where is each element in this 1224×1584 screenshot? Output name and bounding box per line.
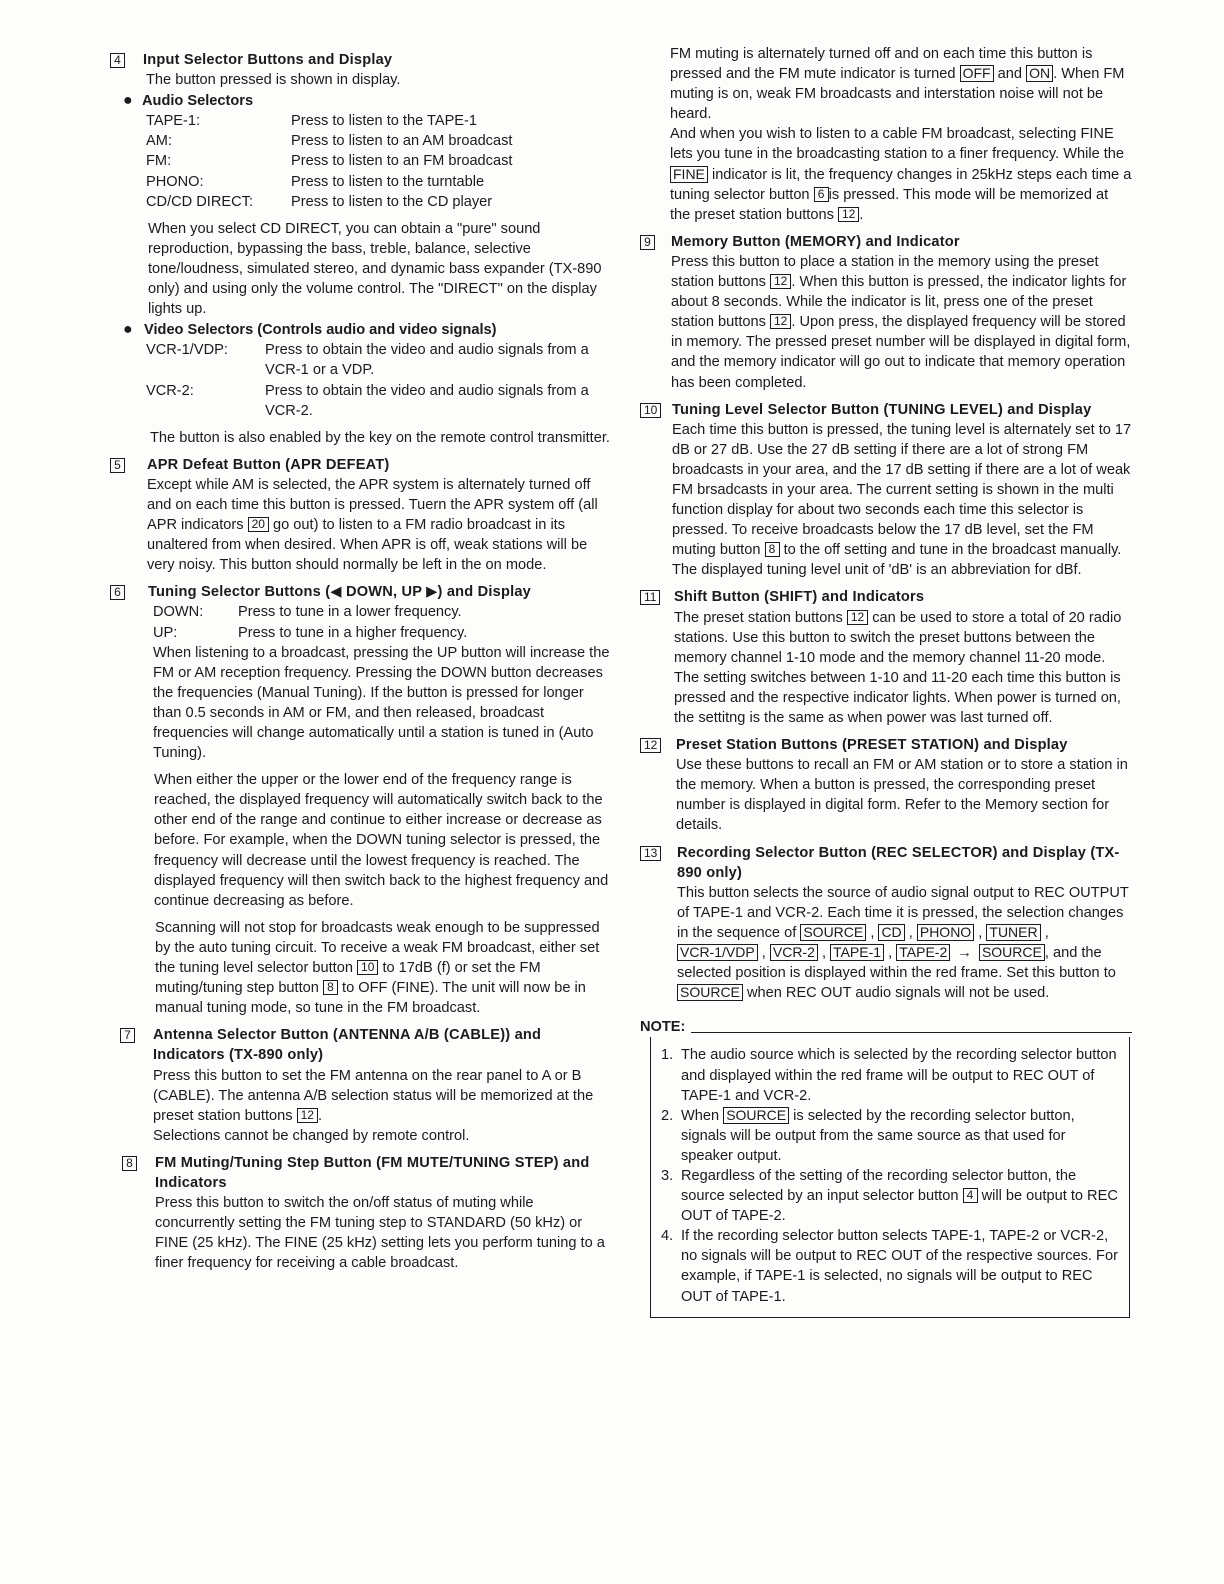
sub-title: Video Selectors (Controls audio and video signals)	[144, 322, 497, 339]
bullet-icon: ●	[123, 321, 133, 339]
section-number: 4	[110, 53, 125, 68]
remote-note: The button is also enabled by the key on the remote control transmitter.	[150, 429, 610, 446]
label-box: OFF	[960, 65, 994, 82]
section-title: Antenna Selector Button (ANTENNA A/B (CABLE)) and Indicators (TX-890 only)	[153, 1027, 542, 1064]
section-text: Except while AM is selected, the APR system is alternately turned off and on each time this button is pressed. Tuern the APR system off (all APR indicators 20 go out) to listen to a FM radio broadcast in its unaltered from when desired. When APR is off, weak stations will be very noisy. This button should normally be left in the on mode.	[147, 476, 598, 574]
section-title: Input Selector Buttons and Display	[143, 52, 393, 68]
section-title: Tuning Level Selector Button (TUNING LEVEL) and Display	[672, 401, 1092, 418]
cd-direct-note: When you select CD DIRECT, you can obtain a "pure" sound reproduction, bypassing the bass, treble, balance, selective tone/loudness, simulated stereo, and dynamic bass expander (TX-890 only) and using only the volume control. The "DIRECT" on the display lights up.	[148, 220, 602, 318]
note-box	[650, 1037, 1130, 1317]
section-title: FM Muting/Tuning Step Button (FM MUTE/TUNING STEP) and Indicators	[155, 1154, 590, 1191]
arrow-right-icon: →	[957, 945, 972, 962]
divider	[691, 1032, 1132, 1033]
section-text: When either the upper or the lower end of the frequency range is reached, the displayed frequency will automatically switch back to the other end of the range and continue to either increase or decrease as before. For example, when the DOWN tuning selector is pressed, the frequency will decrease until the lowest frequency is reached. The displayed frequency will then switch back to the highest frequency and continue decreasing as before.	[154, 772, 609, 909]
label-box: SOURCE	[723, 1107, 789, 1124]
ref-box: 8	[765, 542, 780, 557]
section-number: 12	[640, 738, 661, 753]
section-number: 11	[640, 590, 660, 605]
label-box: TAPE-1	[830, 944, 884, 961]
section-text: Use these buttons to recall an FM or AM station or to store a station in the memory. When a button is pressed, the corresponding preset number is displayed in digital form. Refer to the Memory section for details.	[676, 757, 1128, 834]
section-fm-muting	[110, 1153, 610, 1274]
ref-box: 8	[323, 980, 338, 995]
label-box: TUNER	[986, 924, 1040, 941]
section-number: 8	[122, 1156, 137, 1171]
section-text: Press this button to switch the on/off status of muting while concurrently setting the FM tuning step to STANDARD (50 kHz) or FINE (25 kHz). The FINE (25 kHz) setting lets you perform tuning to a finer frequency for receiving a cable broadcast.	[155, 1195, 605, 1272]
section-title: APR Defeat Button (APR DEFEAT)	[147, 456, 390, 473]
label-box: TAPE-2	[896, 944, 950, 961]
section-text: When listening to a broadcast, pressing the UP button will increase the FM or AM reception frequency. Pressing the DOWN button decreases the frequencies (Manual Tuning). If the button is pressed for longer than 0.5 seconds in AM or FM, and then released, broadcast frequencies will change automatically until a station is tuned in (Auto Tuning).	[153, 644, 610, 762]
section-title: Preset Station Buttons (PRESET STATION) and Display	[676, 737, 1068, 754]
list-item: DOWN: Press to tune in a lower frequency.	[153, 604, 462, 621]
section-number: 7	[120, 1028, 135, 1043]
section-text: This button selects the source of audio signal output to REC OUTPUT of TAPE-1 and VCR-2. Each time it is pressed, the selection changes in the sequence of SOURCE , CD , PHONO , TUNER , VCR-1/VDP , VCR-2 , TAPE-1 , TAPE-2 → SOURCE , and the selected position is displayed within the red frame. Set this button to SOURCE when REC OUT audio signals will not be used.	[677, 884, 1129, 1002]
section-number: 9	[640, 235, 655, 250]
list-item: VCR-2: Press to obtain the video and audio signals from a VCR-2.	[146, 382, 589, 419]
list-item: FM: Press to listen to an FM broadcast	[146, 153, 513, 170]
section-text: Each time this button is pressed, the tuning level is alternately set to 17 dB or 27 dB. Use the 27 dB setting if there are a lot of strong FM broadcasts in your area, and the 17 dB setting if there are a lot of weak FM brsadcasts in your area. The current setting is shown in the multi function display for about two seconds each time this selector is pressed. To receive broadcasts below the 17 dB level, set the FM muting button 8 to the off setting and tune in the broadcast manually. The displayed tuning level unit of 'dB' is an abbreviation for dBf.	[672, 421, 1132, 579]
section-intro: The button pressed is shown in display.	[146, 72, 401, 89]
sub-title: Audio Selectors	[142, 93, 254, 110]
section-title: Tuning Selector Buttons (◀ DOWN, UP ▶) and Display	[148, 584, 531, 601]
label-box: CD	[878, 924, 904, 941]
label-box: FINE	[670, 166, 708, 183]
section-number: 6	[110, 585, 125, 600]
section-apr-defeat	[110, 455, 610, 576]
section-tuning-level	[640, 400, 1132, 581]
list-item: UP: Press to tune in a higher frequency.	[153, 624, 468, 641]
left-column	[110, 44, 610, 1280]
section-text: Selections cannot be changed by remote control.	[153, 1127, 470, 1144]
section-text: Press this button to set the FM antenna on the rear panel to A or B (CABLE). The antenna A/B selection status will be memorized at the preset station buttons 12 .	[153, 1067, 594, 1124]
ref-box: 12	[770, 274, 791, 289]
section-tuning-selector	[110, 582, 610, 1018]
section-text: Press this button to place a station in the memory using the preset station buttons 12 . When this button is pressed, the indicator lights for about 8 seconds. While the indicator is lit, press one of the preset station buttons 12 . Upon press, the displayed frequency will be stored in memory. The pressed preset number will be displayed in digital form, and the memory indicator will go out to indicate that memory operation has been completed.	[671, 253, 1131, 391]
section-memory	[640, 232, 1132, 393]
bullet-icon: ●	[123, 92, 133, 110]
section-input-selector	[110, 50, 610, 448]
section-title: Memory Button (MEMORY) and Indicator	[671, 233, 960, 250]
section-number: 13	[640, 846, 661, 861]
ref-box: 12	[838, 207, 859, 222]
label-box: PHONO	[917, 924, 974, 941]
ref-box: 20	[248, 517, 269, 532]
ref-box: 12	[297, 1108, 318, 1123]
note-item: 3. Regardless of the setting of the recording selector button, the source selected by an input selector button 4 will be output to REC OUT of TAPE-2.	[661, 1167, 1118, 1225]
ref-box: 4	[963, 1188, 978, 1203]
section-number: 10	[640, 403, 661, 418]
note-label: NOTE:	[640, 1019, 686, 1036]
note-item: 4. If the recording selector button selects TAPE-1, TAPE-2 or VCR-2, no signals will be output to REC OUT of the respective sources. For example, if TAPE-1 is selected, no signals will be output to REC OUT of TAPE-1.	[661, 1228, 1118, 1305]
label-box: VCR-2	[770, 944, 818, 961]
section-text: Scanning will not stop for broadcasts weak enough to be suppressed by the auto tuning circuit. To receive a weak FM broadcast, either set the tuning level selector button 10 to 17dB (f) or set the FM muting/tuning step button 8 to OFF (FINE). The unit will now be in manual tuning mode, so tune in the FM broadcast.	[155, 919, 600, 1017]
ref-box: 12	[847, 610, 868, 625]
section-antenna-selector	[110, 1025, 610, 1146]
section-text: The preset station buttons 12 can be used to store a total of 20 radio stations. Use this button to switch the preset buttons between the memory channel 1-10 mode and the memory channel 11-20 mode. The setting switches between 1-10 and 11-20 each time this button is pressed and the respective indicator lights. When power is turned on, the settitng is the same as when power was last turned off.	[674, 609, 1122, 726]
audio-selector-list	[146, 111, 610, 211]
section-number: 5	[110, 458, 125, 473]
right-column	[640, 44, 1132, 1318]
note-item: 1. The audio source which is selected by the recording selector button and displayed within the red frame will be output to REC OUT of TAPE-1 and VCR-2.	[661, 1047, 1117, 1104]
video-selectors	[110, 320, 610, 340]
fm-muting-continued: FM muting is alternately turned off and on each time this button is pressed and the FM mute indicator is turned OFF and ON . When FM muting is on, weak FM broadcasts and interstation noise will not be heard. And when you wish to listen to a cable FM broadcast, selecting FINE lets you tune in the broadcasting station to a finer frequency. While the FINE indicator is lit, the frequency changes in 25kHz steps each time a tuning selector button 6 is pressed. This mode will be memorized at the preset station buttons 12 .	[670, 46, 1132, 223]
section-rec-selector	[640, 843, 1132, 1004]
label-box: VCR-1/VDP	[677, 944, 758, 961]
list-item: TAPE-1: Press to listen to the TAPE-1	[146, 113, 478, 130]
audio-selectors	[110, 91, 610, 111]
ref-box: 12	[770, 314, 791, 329]
tuning-direction-list	[153, 602, 610, 642]
list-item: CD/CD DIRECT: Press to listen to the CD player	[146, 193, 493, 210]
label-box: SOURCE	[677, 984, 743, 1001]
list-item: PHONO: Press to listen to the turntable	[146, 173, 485, 190]
label-box: ON	[1026, 65, 1053, 82]
ref-box: 10	[357, 960, 378, 975]
list-item: AM: Press to listen to an AM broadcast	[146, 133, 513, 150]
section-preset-station	[640, 735, 1132, 835]
list-item: VCR-1/VDP: Press to obtain the video and audio signals from a VCR-1 or a VDP.	[146, 342, 589, 379]
section-shift	[640, 587, 1132, 728]
label-box: SOURCE	[800, 924, 866, 941]
section-title: Shift Button (SHIFT) and Indicators	[674, 589, 925, 606]
label-box: SOURCE	[979, 944, 1045, 961]
note-item: 2. When SOURCE is selected by the recording selector button, signals will be output from the same source as that used for speaker output.	[661, 1106, 1075, 1164]
video-selector-list	[146, 340, 610, 420]
note-section	[640, 1017, 1132, 1317]
ref-box: 6	[814, 187, 829, 202]
section-title: Recording Selector Button (REC SELECTOR) and Display (TX-890 only)	[677, 844, 1120, 881]
